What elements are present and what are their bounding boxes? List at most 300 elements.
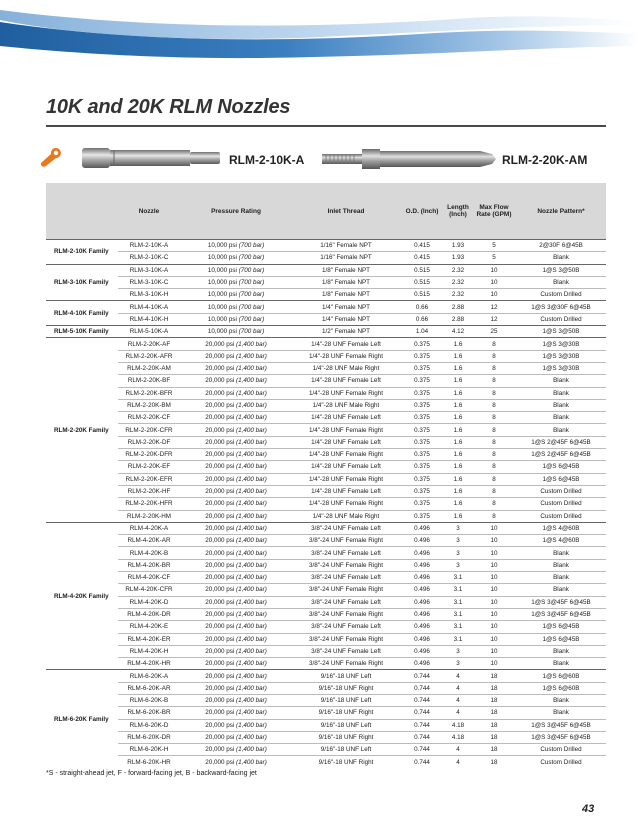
cell-od: 0.496 bbox=[400, 633, 444, 645]
pressure-psi: 20,000 psi bbox=[205, 414, 235, 422]
pressure-bar: (1,400 bar) bbox=[236, 488, 267, 496]
cell-length: 1.93 bbox=[444, 240, 472, 252]
pressure-bar: (700 bar) bbox=[238, 279, 265, 287]
cell-thread: 9/16"-18 UNF Left bbox=[292, 670, 400, 682]
cell-flow: 8 bbox=[472, 498, 516, 510]
cell-thread: 1/4"-28 UNF Female Left bbox=[292, 338, 400, 350]
cell-thread: 1/4" Female NPT bbox=[292, 301, 400, 313]
cell-od: 0.515 bbox=[400, 264, 444, 276]
pressure-bar: (700 bar) bbox=[238, 266, 265, 274]
pressure-psi: 20,000 psi bbox=[205, 537, 235, 545]
cell-nozzle: RLM-4-10K-A bbox=[118, 301, 180, 313]
cell-length: 3 bbox=[444, 658, 472, 670]
cell-thread: 1/4"-28 UNF Female Left bbox=[292, 461, 400, 473]
family-label: RLM-5-10K Family bbox=[46, 326, 118, 338]
pressure-bar: (1,400 bar) bbox=[236, 537, 267, 545]
cell-nozzle: RLM-4-20K-HR bbox=[118, 658, 180, 670]
cell-nozzle: RLM-4-20K-D bbox=[118, 596, 180, 608]
cell-length: 1.6 bbox=[444, 387, 472, 399]
cell-pattern: Blank bbox=[516, 572, 606, 584]
cell-thread: 1/4"-28 UNF Female Left bbox=[292, 436, 400, 448]
cell-nozzle: RLM-2-20K-DF bbox=[118, 436, 180, 448]
table-row bbox=[46, 633, 606, 645]
cell-od: 0.375 bbox=[400, 510, 444, 522]
pressure-bar: (1,400 bar) bbox=[236, 697, 267, 705]
cell-pressure bbox=[180, 522, 292, 534]
cell-thread: 9/16"-18 UNF Right bbox=[292, 756, 400, 768]
table-row bbox=[46, 387, 606, 399]
cell-nozzle: RLM-2-20K-CFR bbox=[118, 424, 180, 436]
pressure-psi: 20,000 psi bbox=[205, 684, 235, 692]
cell-pressure bbox=[180, 473, 292, 485]
table-row bbox=[46, 596, 606, 608]
cell-nozzle: RLM-2-20K-BFR bbox=[118, 387, 180, 399]
cell-length: 3.1 bbox=[444, 572, 472, 584]
cell-od: 0.515 bbox=[400, 276, 444, 288]
pressure-psi: 20,000 psi bbox=[205, 340, 235, 348]
cell-od: 0.375 bbox=[400, 485, 444, 497]
cell-pattern: Blank bbox=[516, 252, 606, 264]
pressure-bar: (700 bar) bbox=[238, 291, 265, 299]
cell-nozzle: RLM-4-20K-BR bbox=[118, 559, 180, 571]
pressure-psi: 20,000 psi bbox=[205, 500, 235, 508]
table-row bbox=[46, 399, 606, 411]
cell-thread: 3/8"-24 UNF Female Left bbox=[292, 596, 400, 608]
table-header-row bbox=[46, 183, 606, 240]
cell-od: 0.744 bbox=[400, 731, 444, 743]
table-row bbox=[46, 485, 606, 497]
pressure-psi: 20,000 psi bbox=[205, 365, 235, 373]
cell-nozzle: RLM-2-20K-EF bbox=[118, 461, 180, 473]
cell-length: 1.6 bbox=[444, 498, 472, 510]
cell-length: 3 bbox=[444, 547, 472, 559]
table-row bbox=[46, 707, 606, 719]
cell-flow: 8 bbox=[472, 338, 516, 350]
cell-flow: 12 bbox=[472, 313, 516, 325]
cell-pressure bbox=[180, 375, 292, 387]
cell-od: 0.496 bbox=[400, 572, 444, 584]
cell-pressure bbox=[180, 252, 292, 264]
table-row bbox=[46, 510, 606, 522]
table-row bbox=[46, 412, 606, 424]
cell-length: 4 bbox=[444, 756, 472, 768]
cell-pressure bbox=[180, 608, 292, 620]
pressure-psi: 20,000 psi bbox=[205, 524, 235, 532]
cell-length: 1.93 bbox=[444, 252, 472, 264]
cell-pressure bbox=[180, 449, 292, 461]
footnote: *S - straight-ahead jet, F - forward-facing jet, B - backward-facing jet bbox=[46, 770, 257, 777]
table-row bbox=[46, 473, 606, 485]
cell-pattern: 1@S 3@30B bbox=[516, 350, 606, 362]
pressure-bar: (1,400 bar) bbox=[236, 463, 267, 471]
nozzle-20k-image bbox=[320, 144, 500, 174]
table-row bbox=[46, 338, 606, 350]
table-row bbox=[46, 424, 606, 436]
cell-pattern: Blank bbox=[516, 645, 606, 657]
pressure-bar: (1,400 bar) bbox=[236, 389, 267, 397]
cell-length: 4 bbox=[444, 694, 472, 706]
cell-od: 0.496 bbox=[400, 522, 444, 534]
cell-pressure bbox=[180, 510, 292, 522]
cell-flow: 18 bbox=[472, 756, 516, 768]
cell-thread: 3/8"-24 UNF Female Right bbox=[292, 608, 400, 620]
pressure-psi: 10,000 psi bbox=[207, 242, 237, 250]
header-pressure: Pressure Rating bbox=[180, 183, 292, 240]
cell-flow: 10 bbox=[472, 572, 516, 584]
cell-thread: 1/4"-28 UNF Female Right bbox=[292, 498, 400, 510]
pressure-bar: (1,400 bar) bbox=[236, 524, 267, 532]
cell-pattern: Blank bbox=[516, 399, 606, 411]
cell-od: 0.375 bbox=[400, 387, 444, 399]
family-label: RLM-6-20K Family bbox=[46, 670, 118, 768]
cell-pressure bbox=[180, 535, 292, 547]
cell-pressure bbox=[180, 498, 292, 510]
cell-pattern: 1@S 3@45F 6@45B bbox=[516, 731, 606, 743]
cell-nozzle: RLM-2-10K-A bbox=[118, 240, 180, 252]
cell-nozzle: RLM-4-20K-CFR bbox=[118, 584, 180, 596]
cell-thread: 1/4" Female NPT bbox=[292, 313, 400, 325]
pressure-bar: (1,400 bar) bbox=[236, 598, 267, 606]
table-row bbox=[46, 301, 606, 313]
cell-od: 0.375 bbox=[400, 498, 444, 510]
pressure-psi: 20,000 psi bbox=[205, 438, 235, 446]
cell-length: 3.1 bbox=[444, 584, 472, 596]
pressure-psi: 10,000 psi bbox=[207, 254, 237, 262]
pressure-psi: 20,000 psi bbox=[205, 426, 235, 434]
pressure-bar: (1,400 bar) bbox=[236, 623, 267, 631]
cell-nozzle: RLM-3-10K-C bbox=[118, 276, 180, 288]
cell-pattern: 1@S 3@45F 6@45B bbox=[516, 608, 606, 620]
pressure-bar: (1,400 bar) bbox=[236, 426, 267, 434]
cell-flow: 8 bbox=[472, 461, 516, 473]
cell-length: 3.1 bbox=[444, 608, 472, 620]
pressure-psi: 10,000 psi bbox=[207, 266, 237, 274]
cell-nozzle: RLM-3-10K-A bbox=[118, 264, 180, 276]
cell-length: 3.1 bbox=[444, 621, 472, 633]
cell-nozzle: RLM-6-20K-AR bbox=[118, 682, 180, 694]
cell-thread: 3/8"-24 UNF Female Left bbox=[292, 621, 400, 633]
cell-nozzle: RLM-4-10K-H bbox=[118, 313, 180, 325]
pressure-psi: 20,000 psi bbox=[205, 660, 235, 668]
cell-nozzle: RLM-4-20K-H bbox=[118, 645, 180, 657]
table-row bbox=[46, 731, 606, 743]
cell-nozzle: RLM-4-20K-E bbox=[118, 621, 180, 633]
cell-flow: 8 bbox=[472, 436, 516, 448]
cell-od: 0.66 bbox=[400, 301, 444, 313]
pressure-bar: (1,400 bar) bbox=[236, 734, 267, 742]
pressure-psi: 20,000 psi bbox=[205, 672, 235, 680]
cell-od: 0.415 bbox=[400, 240, 444, 252]
pressure-psi: 20,000 psi bbox=[205, 635, 235, 643]
cell-od: 0.744 bbox=[400, 670, 444, 682]
header-family bbox=[46, 183, 118, 240]
pressure-bar: (1,400 bar) bbox=[236, 721, 267, 729]
cell-length: 1.6 bbox=[444, 338, 472, 350]
cell-thread: 1/16" Female NPT bbox=[292, 240, 400, 252]
pressure-bar: (1,400 bar) bbox=[236, 561, 267, 569]
cell-pressure bbox=[180, 707, 292, 719]
cell-pattern: 1@S 6@45B bbox=[516, 473, 606, 485]
cell-thread: 3/8"-24 UNF Female Right bbox=[292, 658, 400, 670]
pressure-psi: 20,000 psi bbox=[205, 352, 235, 360]
cell-od: 0.496 bbox=[400, 535, 444, 547]
cell-nozzle: RLM-6-20K-D bbox=[118, 719, 180, 731]
cell-length: 1.6 bbox=[444, 424, 472, 436]
cell-pattern: Custom Drilled bbox=[516, 756, 606, 768]
cell-od: 0.496 bbox=[400, 658, 444, 670]
pressure-bar: (1,400 bar) bbox=[236, 611, 267, 619]
cell-pattern: 1@S 3@50B bbox=[516, 264, 606, 276]
cell-nozzle: RLM-2-20K-HM bbox=[118, 510, 180, 522]
cell-od: 0.744 bbox=[400, 756, 444, 768]
header-swoosh bbox=[0, 0, 638, 70]
cell-od: 0.744 bbox=[400, 694, 444, 706]
cell-pattern: 1@S 3@30F 6@45B bbox=[516, 301, 606, 313]
table-row bbox=[46, 608, 606, 620]
cell-pressure bbox=[180, 547, 292, 559]
cell-pattern: 2@30F 6@45B bbox=[516, 240, 606, 252]
cell-nozzle: RLM-2-20K-EFR bbox=[118, 473, 180, 485]
cell-thread: 3/8"-24 UNF Female Left bbox=[292, 547, 400, 559]
cell-od: 0.375 bbox=[400, 412, 444, 424]
pressure-psi: 20,000 psi bbox=[205, 746, 235, 754]
cell-thread: 9/16"-18 UNF Right bbox=[292, 707, 400, 719]
pressure-psi: 20,000 psi bbox=[205, 697, 235, 705]
pressure-bar: (1,400 bar) bbox=[236, 414, 267, 422]
pressure-bar: (1,400 bar) bbox=[236, 709, 267, 717]
cell-flow: 18 bbox=[472, 719, 516, 731]
cell-pattern: Custom Drilled bbox=[516, 485, 606, 497]
cell-thread: 3/8"-24 UNF Female Left bbox=[292, 522, 400, 534]
cell-length: 1.6 bbox=[444, 510, 472, 522]
cell-pattern: 1@S 3@30B bbox=[516, 362, 606, 374]
cell-flow: 10 bbox=[472, 522, 516, 534]
cell-flow: 8 bbox=[472, 473, 516, 485]
cell-od: 0.375 bbox=[400, 461, 444, 473]
page-title: 10K and 20K RLM Nozzles bbox=[46, 96, 291, 118]
pressure-psi: 20,000 psi bbox=[205, 451, 235, 459]
cell-pattern: Blank bbox=[516, 559, 606, 571]
cell-thread: 1/4"-28 UNF Female Right bbox=[292, 424, 400, 436]
cell-flow: 10 bbox=[472, 596, 516, 608]
cell-flow: 18 bbox=[472, 707, 516, 719]
cell-length: 2.32 bbox=[444, 264, 472, 276]
cell-pattern: Blank bbox=[516, 387, 606, 399]
pressure-psi: 20,000 psi bbox=[205, 734, 235, 742]
table-row bbox=[46, 584, 606, 596]
wrench-icon bbox=[38, 147, 64, 167]
table-row bbox=[46, 375, 606, 387]
cell-pattern: Custom Drilled bbox=[516, 289, 606, 301]
pressure-psi: 10,000 psi bbox=[207, 279, 237, 287]
cell-od: 0.496 bbox=[400, 596, 444, 608]
cell-flow: 8 bbox=[472, 387, 516, 399]
cell-pattern: 1@S 3@45F 6@45B bbox=[516, 719, 606, 731]
table-row bbox=[46, 559, 606, 571]
table-row bbox=[46, 670, 606, 682]
pressure-bar: (1,400 bar) bbox=[236, 684, 267, 692]
cell-thread: 1/4"-28 UNF Male Right bbox=[292, 510, 400, 522]
cell-pressure bbox=[180, 399, 292, 411]
header-od: O.D. (Inch) bbox=[400, 183, 444, 240]
header-thread: Inlet Thread bbox=[292, 183, 400, 240]
cell-flow: 10 bbox=[472, 535, 516, 547]
cell-length: 1.6 bbox=[444, 449, 472, 461]
table-row bbox=[46, 289, 606, 301]
cell-thread: 3/8"-24 UNF Female Right bbox=[292, 559, 400, 571]
nozzle-spec-table bbox=[46, 183, 606, 768]
table-row bbox=[46, 449, 606, 461]
cell-od: 0.66 bbox=[400, 313, 444, 325]
cell-nozzle: RLM-2-20K-HFR bbox=[118, 498, 180, 510]
cell-pressure bbox=[180, 289, 292, 301]
pressure-psi: 20,000 psi bbox=[205, 758, 235, 766]
pressure-psi: 10,000 psi bbox=[207, 291, 237, 299]
cell-od: 0.375 bbox=[400, 449, 444, 461]
cell-od: 0.744 bbox=[400, 744, 444, 756]
cell-nozzle: RLM-2-20K-BM bbox=[118, 399, 180, 411]
cell-flow: 10 bbox=[472, 645, 516, 657]
pressure-psi: 20,000 psi bbox=[205, 623, 235, 631]
cell-length: 4 bbox=[444, 744, 472, 756]
cell-thread: 1/2" Female NPT bbox=[292, 326, 400, 338]
cell-pattern: Blank bbox=[516, 658, 606, 670]
pressure-psi: 20,000 psi bbox=[205, 709, 235, 717]
cell-length: 2.32 bbox=[444, 276, 472, 288]
cell-pressure bbox=[180, 645, 292, 657]
cell-thread: 1/8" Female NPT bbox=[292, 289, 400, 301]
cell-length: 4.12 bbox=[444, 326, 472, 338]
cell-pressure bbox=[180, 682, 292, 694]
pressure-bar: (1,400 bar) bbox=[236, 340, 267, 348]
pressure-psi: 20,000 psi bbox=[205, 549, 235, 557]
pressure-psi: 20,000 psi bbox=[205, 647, 235, 655]
pressure-psi: 20,000 psi bbox=[205, 463, 235, 471]
cell-length: 2.88 bbox=[444, 301, 472, 313]
pressure-bar: (1,400 bar) bbox=[236, 365, 267, 373]
cell-od: 0.744 bbox=[400, 682, 444, 694]
pressure-psi: 20,000 psi bbox=[205, 721, 235, 729]
cell-length: 1.6 bbox=[444, 399, 472, 411]
cell-pressure bbox=[180, 633, 292, 645]
title-rule bbox=[46, 125, 606, 127]
table-row bbox=[46, 461, 606, 473]
cell-pattern: 1@S 2@45F 6@45B bbox=[516, 436, 606, 448]
cell-pattern: 1@S 4@60B bbox=[516, 522, 606, 534]
cell-nozzle: RLM-5-10K-A bbox=[118, 326, 180, 338]
pressure-bar: (1,400 bar) bbox=[236, 586, 267, 594]
cell-length: 3 bbox=[444, 645, 472, 657]
table-row bbox=[46, 645, 606, 657]
cell-od: 0.744 bbox=[400, 719, 444, 731]
pressure-bar: (1,400 bar) bbox=[236, 500, 267, 508]
cell-flow: 18 bbox=[472, 731, 516, 743]
pressure-psi: 20,000 psi bbox=[205, 611, 235, 619]
pressure-bar: (1,400 bar) bbox=[236, 758, 267, 766]
cell-pressure bbox=[180, 264, 292, 276]
cell-pressure bbox=[180, 326, 292, 338]
cell-pattern: 1@S 3@30B bbox=[516, 338, 606, 350]
cell-length: 3.1 bbox=[444, 596, 472, 608]
pressure-bar: (1,400 bar) bbox=[236, 746, 267, 754]
pressure-bar: (1,400 bar) bbox=[236, 660, 267, 668]
pressure-psi: 20,000 psi bbox=[205, 402, 235, 409]
pressure-bar: (1,400 bar) bbox=[236, 475, 267, 483]
cell-flow: 5 bbox=[472, 252, 516, 264]
family-label: RLM-2-20K Family bbox=[46, 338, 118, 522]
cell-pressure bbox=[180, 412, 292, 424]
cell-thread: 3/8"-24 UNF Female Left bbox=[292, 645, 400, 657]
header-flow: Max Flow Rate (GPM) bbox=[472, 183, 516, 240]
cell-nozzle: RLM-6-20K-HR bbox=[118, 756, 180, 768]
cell-pattern: 1@S 6@60B bbox=[516, 682, 606, 694]
cell-pattern: 1@S 2@45F 6@45B bbox=[516, 449, 606, 461]
cell-od: 0.375 bbox=[400, 473, 444, 485]
pressure-bar: (1,400 bar) bbox=[236, 635, 267, 643]
table-row bbox=[46, 498, 606, 510]
cell-pressure bbox=[180, 572, 292, 584]
cell-nozzle: RLM-2-20K-DFR bbox=[118, 449, 180, 461]
cell-od: 0.496 bbox=[400, 621, 444, 633]
cell-flow: 8 bbox=[472, 375, 516, 387]
nozzle-20k-label: RLM-2-20K-AM bbox=[502, 153, 588, 167]
table-row bbox=[46, 350, 606, 362]
cell-length: 4 bbox=[444, 682, 472, 694]
cell-pattern: Blank bbox=[516, 694, 606, 706]
cell-thread: 3/8"-24 UNF Female Right bbox=[292, 535, 400, 547]
cell-flow: 18 bbox=[472, 744, 516, 756]
pressure-bar: (1,400 bar) bbox=[236, 672, 267, 680]
pressure-bar: (700 bar) bbox=[238, 315, 265, 323]
table-row bbox=[46, 313, 606, 325]
cell-pressure bbox=[180, 756, 292, 768]
cell-flow: 10 bbox=[472, 559, 516, 571]
cell-length: 1.6 bbox=[444, 412, 472, 424]
cell-length: 2.32 bbox=[444, 289, 472, 301]
pressure-bar: (1,400 bar) bbox=[236, 451, 267, 459]
cell-flow: 8 bbox=[472, 412, 516, 424]
cell-flow: 10 bbox=[472, 621, 516, 633]
cell-flow: 8 bbox=[472, 399, 516, 411]
cell-od: 0.496 bbox=[400, 584, 444, 596]
pressure-psi: 20,000 psi bbox=[205, 598, 235, 606]
cell-pressure bbox=[180, 559, 292, 571]
family-label: RLM-4-20K Family bbox=[46, 522, 118, 670]
cell-od: 0.375 bbox=[400, 338, 444, 350]
header-nozzle: Nozzle bbox=[118, 183, 180, 240]
pressure-psi: 20,000 psi bbox=[205, 574, 235, 582]
pressure-psi: 20,000 psi bbox=[205, 512, 235, 520]
table-row bbox=[46, 240, 606, 252]
cell-flow: 18 bbox=[472, 682, 516, 694]
cell-thread: 1/4"-28 UNF Female Left bbox=[292, 485, 400, 497]
pressure-psi: 10,000 psi bbox=[207, 315, 237, 323]
cell-length: 1.6 bbox=[444, 473, 472, 485]
cell-length: 3 bbox=[444, 559, 472, 571]
table-row bbox=[46, 326, 606, 338]
cell-od: 0.744 bbox=[400, 707, 444, 719]
cell-thread: 9/16"-18 UNF Right bbox=[292, 731, 400, 743]
cell-od: 0.415 bbox=[400, 252, 444, 264]
cell-flow: 8 bbox=[472, 449, 516, 461]
pressure-bar: (700 bar) bbox=[238, 328, 265, 336]
cell-pressure bbox=[180, 731, 292, 743]
cell-flow: 18 bbox=[472, 694, 516, 706]
pressure-bar: (700 bar) bbox=[238, 303, 265, 311]
cell-od: 0.375 bbox=[400, 375, 444, 387]
pressure-psi: 10,000 psi bbox=[207, 328, 237, 336]
table-row bbox=[46, 621, 606, 633]
